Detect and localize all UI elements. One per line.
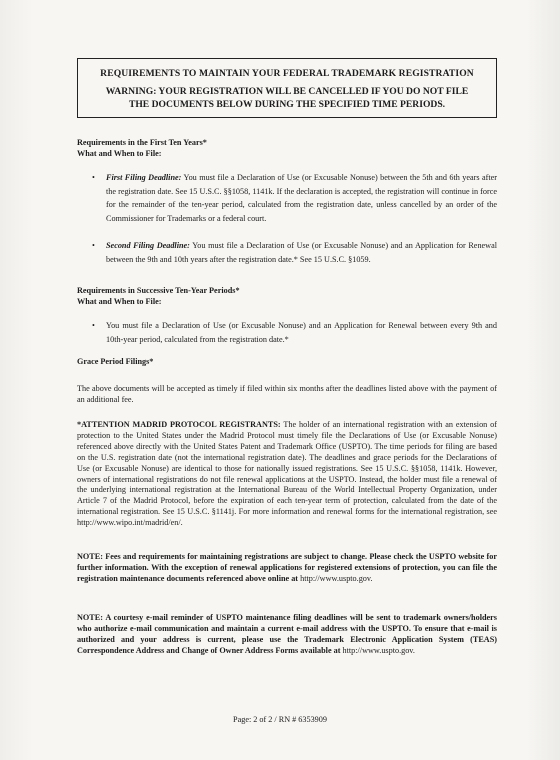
first-deadline-text: You must file a Declaration of Use (or Excusable Nonuse) between the 5th and 6th years after the registration date. See 15 U.S.C. §§1058, 1141k. If the declaration is accepted, the registration will continue in force for the remainder of the ten-year period, calculated from the registration date, unless cancelled by an order of the Commissioner for Trademarks or a federal court.: [106, 173, 498, 223]
successive-bullet-text: You must file a Declaration of Use (or Excusable Nonuse) and an Application for Renewal between every 9th and 10th-year period, calculated from the registration date.*: [106, 321, 497, 344]
first-ten-heading-line2: What and When to File:: [77, 149, 162, 159]
second-deadline-bullet: [92, 239, 497, 266]
first-ten-heading: [77, 137, 497, 159]
first-deadline-paragraph: [92, 171, 497, 225]
grace-heading: Grace Period Filings*: [77, 357, 154, 366]
bullet-icon: •: [92, 173, 95, 182]
madrid-heading: *ATTENTION MADRID PROTOCOL REGISTRANTS:: [77, 420, 281, 429]
first-deadline-bullet: [92, 171, 497, 225]
note-fees: [77, 551, 497, 584]
warning-text: WARNING: YOUR REGISTRATION WILL BE CANCELLED IF YOU DO NOT FILE THE DOCUMENTS BELOW DURING THE SPECIFIED TIME PERIODS.: [105, 86, 469, 110]
note-email: [77, 612, 497, 656]
note-fees-text: NOTE: Fees and requirements for maintaining registrations are subject to change. Please check the USPTO website for further information. With the exception of renewal applications for registered extensions of protection, you can file the registration maintenance documents referenced above online at: [77, 552, 497, 583]
uspto-link-2[interactable]: http://www.uspto.gov.: [342, 646, 415, 655]
page-footer: Page: 2 of 2 / RN # 6353909: [233, 715, 327, 724]
madrid-text: The holder of an international registration with an extension of protection to the United States under the Madrid Protocol must timely file the Declarations of Use (or Excusable Nonuse) referenced above directly with the United States Patent and Trademark Office (USPTO). The time periods for filing are based on the U.S. registration date (not the international registration date). The deadlines and grace periods for the Declarations of Use (or Excusable Nonuse) are identical to those for nationally issued registrations. See 15 U.S.C. §§1058, 1141k. However, owners of international registrations do not file renewal applications at the USPTO. Instead, the holder must file a renewal of the underlying international registration at the International Bureau of the World Intellectual Property Organization, under Article 7 of the Madrid Protocol, before the expiration of each ten-year term of protection, calculated from the date of the international registration. See 15 U.S.C. §1141j. For more information and renewal forms for the international registration, see http://www.wipo.int/madrid/en/.: [77, 420, 497, 528]
uspto-link[interactable]: http://www.uspto.gov.: [300, 574, 373, 583]
successive-bullet: [92, 319, 497, 346]
first-ten-heading-line1: Requirements in the First Ten Years*: [77, 138, 207, 147]
bullet-icon: •: [92, 321, 95, 330]
page-title: REQUIREMENTS TO MAINTAIN YOUR FEDERAL TRADEMARK REGISTRATION: [100, 68, 474, 79]
successive-heading-line1: Requirements in Successive Ten-Year Periods*: [77, 286, 240, 295]
grace-text: The above documents will be accepted as timely if filed within six months after the deadlines listed above with the payment of an additional fee.: [77, 384, 497, 405]
successive-heading: [77, 285, 497, 307]
second-deadline-text: You must file a Declaration of Use (or Excusable Nonuse) and an Application for Renewal between the 9th and 10th years after the registration date.* See 15 U.S.C. §1059.: [106, 241, 497, 264]
madrid-paragraph: [77, 420, 497, 529]
note-email-text: NOTE: A courtesy e-mail reminder of USPTO maintenance filing deadlines will be sent to trademark owners/holders who authorize e-mail communication and maintain a current e-mail address with the USPTO. To ensure that e-mail is authorized and your address is current, please use the Trademark Electronic Application System (TEAS) Correspondence Address and Change of Owner Address Forms available at: [77, 613, 497, 655]
second-deadline-label: Second Filing Deadline:: [106, 241, 190, 250]
header-box: [77, 58, 497, 118]
bullet-icon: •: [92, 241, 95, 250]
second-deadline-paragraph: [92, 239, 497, 266]
first-deadline-label: First Filing Deadline:: [106, 173, 182, 182]
successive-heading-line2: What and When to File:: [77, 297, 162, 307]
